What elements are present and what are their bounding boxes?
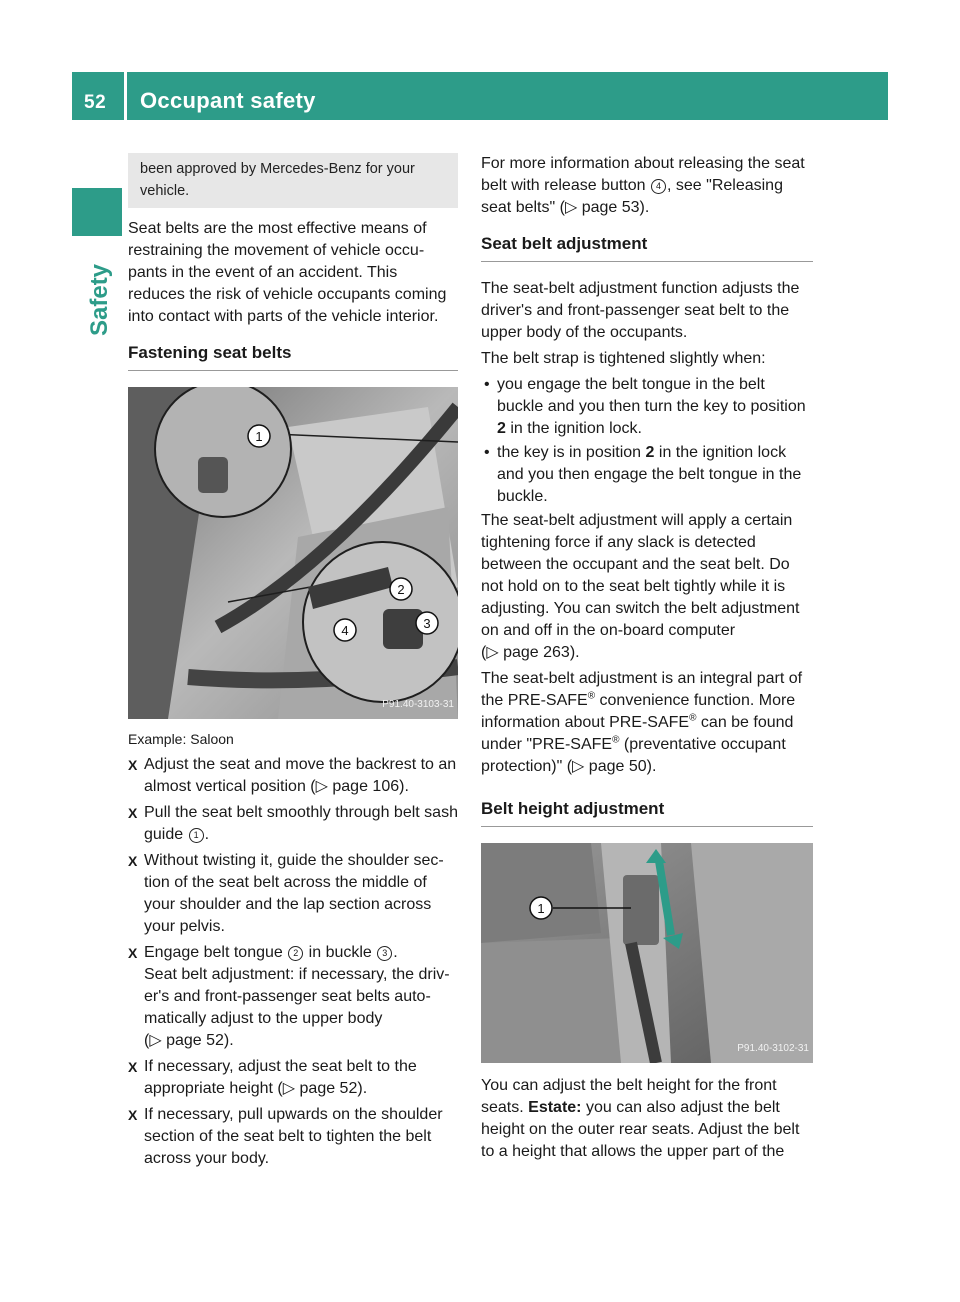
svg-text:1: 1	[537, 901, 545, 916]
page-ref[interactable]: ▷ page 106	[315, 778, 400, 795]
heading-fastening-seat-belts: Fastening seat belts	[128, 342, 458, 371]
figure-code: P91.40-3103-31	[382, 699, 454, 710]
bullet-mark: •	[484, 444, 490, 461]
left-column	[128, 153, 458, 1174]
instruction-mark: X	[128, 805, 138, 821]
callout-ref: 1	[189, 828, 204, 843]
instruction-step: X Adjust the seat and move the backrest to an almost vertical position (▷ page 106).	[128, 756, 457, 795]
page-ref[interactable]: ▷ page 50	[572, 758, 647, 775]
intro-paragraph: Seat belts are the most effective means of restraining the movement of vehicle occu-pants in the event of an accident. This reduces the risk of vehicle occupants coming into contact with parts of the vehicle interior.	[128, 220, 447, 325]
svg-text:2: 2	[397, 582, 405, 597]
seat-belt-illustration	[128, 387, 458, 719]
callout-ref: 3	[377, 946, 392, 961]
figure-belt-height	[481, 843, 813, 1063]
bullet-item: • the key is in position 2 in the ignition lock and you then engage the belt tongue in the buckle.	[484, 444, 802, 505]
page-ref[interactable]: ▷ page 263	[486, 644, 570, 661]
heading-belt-height-adjustment: Belt height adjustment	[481, 798, 813, 827]
side-tab-label: Safety	[86, 263, 113, 336]
instruction-mark: X	[128, 945, 138, 961]
note-box: been approved by Mercedes-Benz for your vehicle.	[128, 153, 458, 208]
paragraph-pre-safe: The seat-belt adjustment is an integral part of the PRE-SAFE® convenience function. More information about PRE-SAFE® can be found under "PRE-SAFE® (preventative occupant protection)" (▷ page 50).	[481, 670, 803, 775]
instruction-step: X Without twisting it, guide the shoulder sec-tion of the seat belt across the middle of your shoulder and the lap section across your pelvis.	[128, 852, 444, 935]
paragraph-belt-height: You can adjust the belt height for the front seats. Estate: you can also adjust the belt height on the outer rear seats. Adjust the belt to a height that allows the upper part of the	[481, 1077, 800, 1160]
instruction-mark: X	[128, 757, 138, 773]
figure-code: P91.40-3102-31	[737, 1043, 809, 1054]
callout-1	[248, 425, 270, 447]
belt-height-illustration	[481, 843, 813, 1063]
figure-caption: Example: Saloon	[128, 731, 234, 747]
instruction-step: X If necessary, adjust the seat belt to the appropriate height (▷ page 52).	[128, 1058, 417, 1097]
heading-seat-belt-adjustment: Seat belt adjustment	[481, 233, 813, 262]
side-tab-block	[72, 188, 122, 236]
svg-text:3: 3	[423, 616, 431, 631]
callout-2	[390, 578, 412, 600]
callout-4	[334, 619, 356, 641]
figure-seat-belt-fastening	[128, 387, 458, 719]
page-ref[interactable]: ▷ page 53	[564, 199, 640, 216]
page-ref[interactable]: ▷ page 52	[149, 1032, 224, 1049]
page-ref[interactable]: ▷ page 52	[282, 1080, 358, 1097]
callout-ref: 2	[288, 946, 303, 961]
instruction-mark: X	[128, 1107, 138, 1123]
paragraph-tightening-force: The seat-belt adjustment will apply a certain tightening force if any slack is detected between the occupant and the seat belt. Do not hold on to the seat belt tightly while it is adjusting. You can switch the belt adjustment on and off in the on-board computer (▷ page 263).	[481, 512, 800, 661]
svg-text:1: 1	[255, 429, 263, 444]
instruction-step: X Pull the seat belt smoothly through belt sash guide 1 .	[128, 804, 458, 843]
svg-text:4: 4	[341, 623, 349, 638]
instruction-mark: X	[128, 853, 138, 869]
chapter-title: Occupant safety	[140, 88, 316, 113]
paragraph-adjustment-intro: The seat-belt adjustment function adjusts the driver's and front-passenger seat belt to the upper body of the occupants.	[481, 280, 800, 341]
right-column	[481, 153, 813, 1167]
callout-1	[530, 897, 552, 919]
page-number: 52	[84, 92, 107, 113]
instruction-mark: X	[128, 1059, 138, 1075]
instruction-step: X Engage belt tongue 2 in buckle 3 . Seat belt adjustment: if necessary, the driv-er's and front-passenger seat belts auto-matically adjust to the upper body (▷ page 52).	[128, 944, 450, 1049]
paragraph-release: For more information about releasing the seat belt with release button 4 , see "Releasing seat belts" (▷ page 53).	[481, 155, 805, 216]
callout-3	[416, 612, 438, 634]
header-divider	[124, 72, 127, 120]
bullet-mark: •	[484, 376, 490, 393]
paragraph-tightened-when: The belt strap is tightened slightly when:	[481, 350, 766, 367]
instruction-step: X If necessary, pull upwards on the shoulder section of the seat belt to tighten the belt across your body.	[128, 1106, 443, 1167]
callout-ref: 4	[651, 179, 666, 194]
bullet-item: • you engage the belt tongue in the belt buckle and you then turn the key to position 2 in the ignition lock.	[484, 376, 806, 437]
